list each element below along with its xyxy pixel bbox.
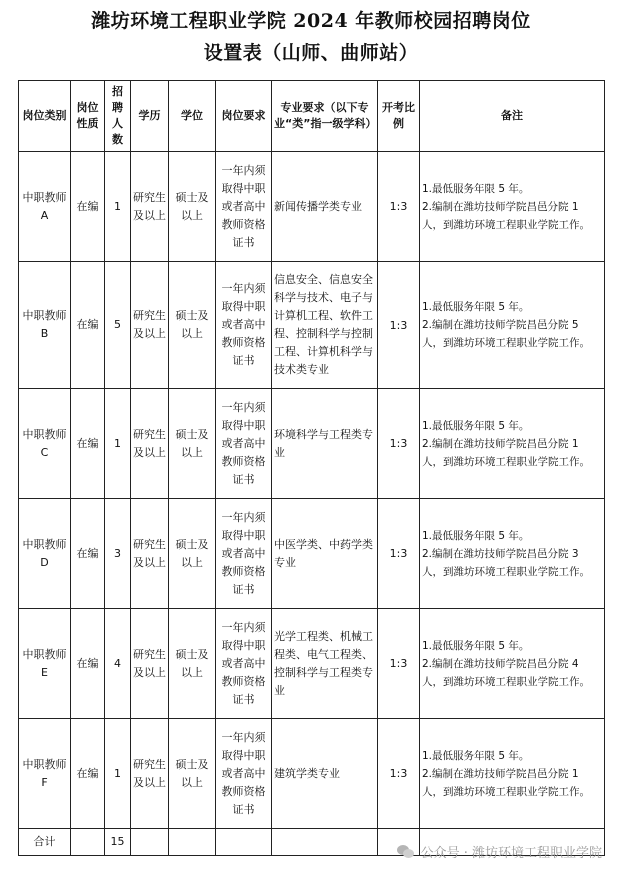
cell-degree: 硕士及以上 <box>169 719 216 829</box>
note-line-2: 2.编制在潍坊技师学院昌邑分院 1 人，到潍坊环境工程职业学院工作。 <box>422 200 590 231</box>
cell-nature: 在编 <box>71 152 105 262</box>
cell-nature: 在编 <box>71 719 105 829</box>
cell-count: 1 <box>105 719 131 829</box>
cell-count: 5 <box>105 262 131 389</box>
table-row <box>19 719 605 829</box>
cell-ratio: 1:3 <box>378 389 420 499</box>
note-line-1: 1.最低服务年限 5 年。 <box>422 529 530 542</box>
total-empty-cell <box>169 829 216 856</box>
cell-post-requirement: 一年内须取得中职或者高中教师资格证书 <box>216 719 272 829</box>
table-row <box>19 389 605 499</box>
document-subtitle: 设置表（山师、曲师站） <box>203 42 419 64</box>
cell-degree: 硕士及以上 <box>169 609 216 719</box>
cell-degree: 硕士及以上 <box>169 262 216 389</box>
cell-notes <box>420 152 605 262</box>
cell-post-requirement: 一年内须取得中职或者高中教师资格证书 <box>216 389 272 499</box>
cell-major: 环境科学与工程类专业 <box>272 389 378 499</box>
wechat-watermark <box>397 842 602 861</box>
note-line-1: 1.最低服务年限 5 年。 <box>422 639 530 652</box>
note-line-2: 2.编制在潍坊技师学院昌邑分院 5 人，到潍坊环境工程职业学院工作。 <box>422 319 590 349</box>
cell-degree: 硕士及以上 <box>169 152 216 262</box>
cell-nature: 在编 <box>71 609 105 719</box>
wechat-icon <box>397 845 415 859</box>
table-header-row <box>19 81 605 152</box>
table-row <box>19 609 605 719</box>
cell-category: 中职教师 C <box>19 389 71 499</box>
header-category: 岗位类别 <box>19 81 71 152</box>
cell-education: 研究生及以上 <box>131 609 169 719</box>
note-line-2: 2.编制在潍坊技师学院昌邑分院 1 人，到潍坊环境工程职业学院工作。 <box>422 767 590 798</box>
cell-post-requirement: 一年内须取得中职或者高中教师资格证书 <box>216 152 272 262</box>
header-ratio: 开考比例 <box>378 81 420 152</box>
cell-post-requirement: 一年内须取得中职或者高中教师资格证书 <box>216 609 272 719</box>
cell-education: 研究生及以上 <box>131 499 169 609</box>
header-major: 专业要求（以下专业“类”指一级学科） <box>272 81 378 152</box>
note-line-1: 1.最低服务年限 5 年。 <box>422 749 530 762</box>
cell-degree: 硕士及以上 <box>169 499 216 609</box>
cell-category: 中职教师 E <box>19 609 71 719</box>
cell-ratio: 1:3 <box>378 152 420 262</box>
total-empty-cell <box>131 829 169 856</box>
cell-major: 信息安全、信息安全科学与技术、电子与计算机工程、软件工程、控制科学与控制工程、计算机科学与技术类专业 <box>272 262 378 389</box>
cell-post-requirement: 一年内须取得中职或者高中教师资格证书 <box>216 262 272 389</box>
cell-major: 新闻传播学类专业 <box>272 152 378 262</box>
note-line-1: 1.最低服务年限 5 年。 <box>422 182 530 195</box>
header-post-requirement: 岗位要求 <box>216 81 272 152</box>
cell-category: 中职教师 F <box>19 719 71 829</box>
cell-degree: 硕士及以上 <box>169 389 216 499</box>
header-count: 招聘人数 <box>105 81 131 152</box>
total-label: 合计 <box>19 829 71 856</box>
cell-count: 1 <box>105 152 131 262</box>
cell-education: 研究生及以上 <box>131 152 169 262</box>
cell-major: 建筑学类专业 <box>272 719 378 829</box>
cell-ratio: 1:3 <box>378 262 420 389</box>
cell-education: 研究生及以上 <box>131 262 169 389</box>
cell-notes <box>420 262 605 389</box>
note-line-2: 2.编制在潍坊技师学院昌邑分院 4 人，到潍坊环境工程职业学院工作。 <box>422 657 590 688</box>
note-line-2: 2.编制在潍坊技师学院昌邑分院 3 人，到潍坊环境工程职业学院工作。 <box>422 547 590 578</box>
cell-count: 4 <box>105 609 131 719</box>
header-education: 学历 <box>131 81 169 152</box>
header-degree: 学位 <box>169 81 216 152</box>
cell-ratio: 1:3 <box>378 609 420 719</box>
note-line-1: 1.最低服务年限 5 年。 <box>422 301 530 313</box>
document-title: 潍坊环境工程职业学院 2024 年教师校园招聘岗位 <box>91 10 531 32</box>
note-line-2: 2.编制在潍坊技师学院昌邑分院 1 人，到潍坊环境工程职业学院工作。 <box>422 437 590 468</box>
cell-notes <box>420 499 605 609</box>
cell-education: 研究生及以上 <box>131 389 169 499</box>
cell-major: 中医学类、中药学类专业 <box>272 499 378 609</box>
note-line-1: 1.最低服务年限 5 年。 <box>422 419 530 432</box>
cell-count: 3 <box>105 499 131 609</box>
header-nature: 岗位性质 <box>71 81 105 152</box>
cell-category: 中职教师 B <box>19 262 71 389</box>
cell-notes <box>420 719 605 829</box>
table-row <box>19 262 605 389</box>
cell-category: 中职教师 A <box>19 152 71 262</box>
cell-category: 中职教师 D <box>19 499 71 609</box>
cell-count: 1 <box>105 389 131 499</box>
cell-major: 光学工程类、机械工程类、电气工程类、控制科学与工程类专业 <box>272 609 378 719</box>
cell-nature: 在编 <box>71 499 105 609</box>
cell-ratio: 1:3 <box>378 719 420 829</box>
watermark-text: 公众号 · 潍坊环境工程职业学院 <box>420 846 602 861</box>
total-empty-cell <box>216 829 272 856</box>
cell-ratio: 1:3 <box>378 499 420 609</box>
cell-nature: 在编 <box>71 389 105 499</box>
cell-nature: 在编 <box>71 262 105 389</box>
cell-post-requirement: 一年内须取得中职或者高中教师资格证书 <box>216 499 272 609</box>
cell-notes <box>420 389 605 499</box>
total-empty-cell <box>272 829 378 856</box>
header-notes: 备注 <box>420 81 605 152</box>
table-row <box>19 152 605 262</box>
table-row <box>19 499 605 609</box>
cell-notes <box>420 609 605 719</box>
cell-education: 研究生及以上 <box>131 719 169 829</box>
recruitment-table <box>18 80 605 856</box>
total-count: 15 <box>105 829 131 856</box>
total-empty-cell <box>71 829 105 856</box>
